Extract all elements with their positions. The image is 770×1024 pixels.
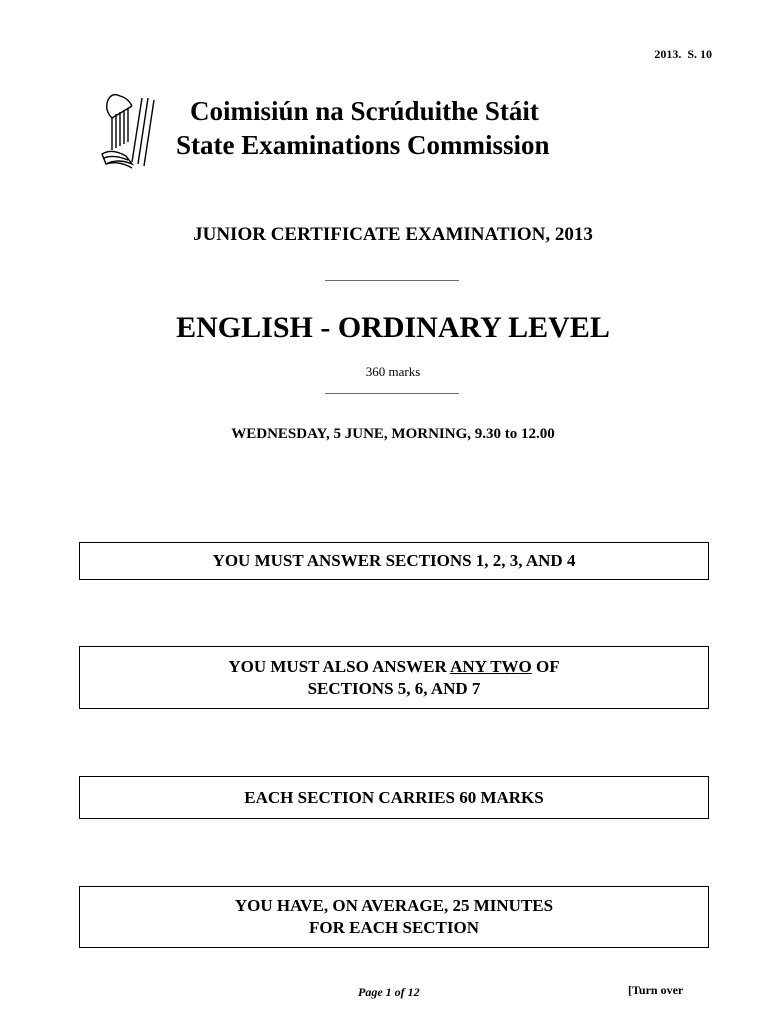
instruction-box-time — [79, 886, 709, 948]
divider — [325, 280, 459, 281]
turn-over-note: [Turn over — [628, 983, 684, 997]
page-number: Page 1 of 12 — [358, 985, 420, 999]
commission-name-english: State Examinations Commission — [176, 130, 550, 160]
instruction-text: YOU HAVE, ON AVERAGE, 25 MINUTES — [234, 896, 554, 915]
instruction-emphasis: ANY TWO — [450, 656, 532, 676]
paper-code: 2013. S. 10 — [654, 47, 712, 61]
divider — [325, 393, 459, 394]
instruction-text: OF — [531, 656, 560, 676]
total-marks: 360 marks — [365, 364, 421, 379]
instruction-text: SECTIONS 5, 6, AND 7 — [307, 678, 481, 698]
instruction-text: EACH SECTION CARRIES 60 MARKS — [244, 787, 544, 807]
subject-title: ENGLISH - ORDINARY LEVEL — [176, 311, 610, 344]
commission-name — [176, 94, 550, 162]
instruction-box-optional — [79, 646, 709, 709]
commission-name-irish: Coimisiún na Scrúduithe Stáit — [190, 96, 539, 126]
instruction-text: YOU MUST ALSO ANSWER — [228, 656, 451, 676]
harp-book-icon — [98, 88, 166, 176]
instruction-line — [80, 656, 708, 678]
instruction-box-compulsory — [79, 542, 709, 580]
instruction-text: FOR EACH SECTION — [308, 918, 480, 937]
instruction-box-marks — [79, 776, 709, 819]
exam-datetime: WEDNESDAY, 5 JUNE, MORNING, 9.30 to 12.00 — [231, 426, 555, 442]
instruction-text: YOU MUST ANSWER SECTIONS 1, 2, 3, AND 4 — [212, 551, 576, 570]
exam-title: JUNIOR CERTIFICATE EXAMINATION, 2013 — [193, 224, 593, 245]
